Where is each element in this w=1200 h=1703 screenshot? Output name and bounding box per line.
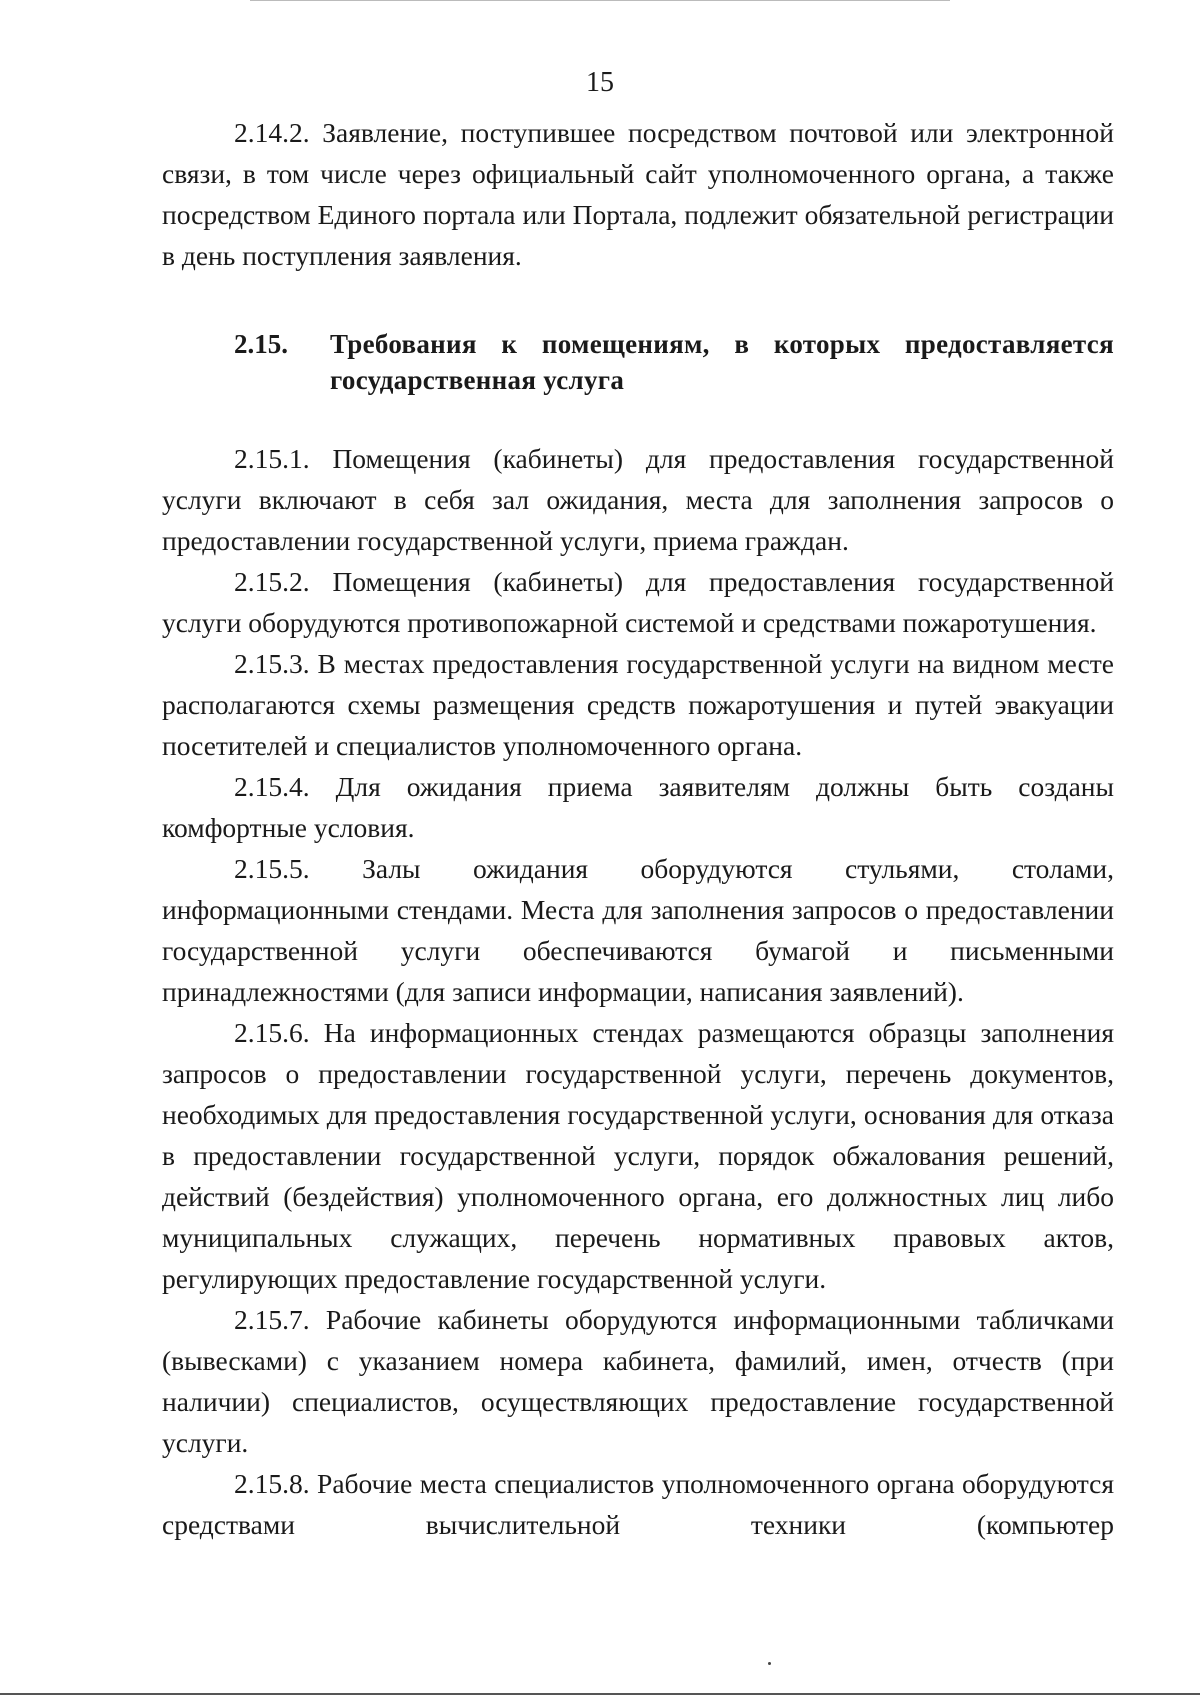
paragraph-2-15-3: 2.15.3. В местах предоставления государственной услуги на видном месте располагаются схемы размещения средств пожаротушения и путей эвакуации посетителей и специалистов уполномоченного органа. xyxy=(162,648,1114,761)
paragraph-2-15-4: 2.15.4. Для ожидания приема заявителям должны быть созданы комфортные условия. xyxy=(162,771,1114,843)
paragraph-2-15-6: 2.15.6. На информационных стендах размещаются образцы заполнения запросов о предоставлении государственной услуги, перечень документов, необходимых для предоставления государственной услуги, основания для отказа в предоставлении государственной услуги, порядок обжалования решений, действий (бездействия) уполномоченного органа, его должностных лиц либо муниципальных служащих, перечень нормативных правовых актов, регулирующих предоставление государственной услуги. xyxy=(162,1017,1114,1294)
scan-speck xyxy=(768,1662,771,1665)
scan-edge-top xyxy=(250,0,950,1)
scan-edge-bottom xyxy=(0,1693,1200,1695)
paragraph-2-15-2: 2.15.2. Помещения (кабинеты) для предоставления государственной услуги оборудуются противопожарной системой и средствами пожаротушения. xyxy=(162,566,1114,638)
document-body xyxy=(162,112,1114,1545)
section-title: Требования к помещениям, в которых предоставляется государственная услуга xyxy=(330,329,1114,395)
paragraph-2-15-5: 2.15.5. Залы ожидания оборудуются стульями, столами, информационными стендами. Места для заполнения запросов о предоставлении государственной услуги обеспечиваются бумагой и письменными принадлежностями (для записи информации, написания заявлений). xyxy=(162,853,1114,1007)
section-heading xyxy=(162,326,1114,398)
paragraph-2-15-8: 2.15.8. Рабочие места специалистов уполномоченного органа оборудуются средствами вычислительной техники (компьютер xyxy=(162,1468,1114,1540)
paragraph-2-15-1: 2.15.1. Помещения (кабинеты) для предоставления государственной услуги включают в себя зал ожидания, места для заполнения запросов о предоставлении государственной услуги, приема граждан. xyxy=(162,443,1114,556)
page-number: 15 xyxy=(586,67,614,98)
paragraph-2-15-7: 2.15.7. Рабочие кабинеты оборудуются информационными табличками (вывесками) с указанием номера кабинета, фамилий, имен, отчеств (при наличии) специалистов, осуществляющих предоставление государственной услуги. xyxy=(162,1304,1114,1458)
section-number: 2.15. xyxy=(234,329,288,359)
paragraph-2-14-2: 2.14.2. Заявление, поступившее посредством почтовой или электронной связи, в том числе через официальный сайт уполномоченного органа, а также посредством Единого портала или Портала, подлежит обязательной регистрации в день поступления заявления. xyxy=(162,117,1114,271)
